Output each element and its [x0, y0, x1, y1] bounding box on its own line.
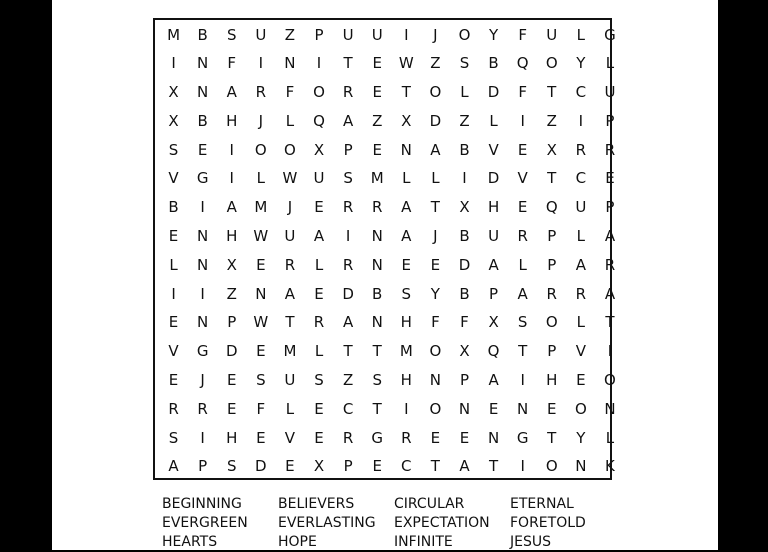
grid-row: [155, 280, 616, 309]
grid-cell: C: [401, 457, 412, 476]
grid-cell: A: [517, 284, 528, 303]
grid-row: [155, 21, 616, 50]
grid-cell: T: [372, 342, 382, 361]
grid-cell: U: [255, 25, 267, 44]
grid-cell: V: [575, 342, 586, 361]
grid-cell: B: [197, 25, 208, 44]
grid-row: [155, 136, 616, 165]
grid-cell: T: [430, 457, 440, 476]
grid-cell: O: [429, 342, 442, 361]
grid-row: [155, 107, 615, 136]
grid-cell: Z: [459, 111, 470, 130]
grid-cell: X: [313, 457, 325, 476]
grid-cell: A: [488, 255, 499, 274]
grid-cell: G: [371, 428, 384, 447]
grid-cell: N: [197, 54, 209, 73]
grid-row: [155, 251, 616, 280]
grid-cell: U: [488, 227, 500, 246]
grid-cell: U: [575, 198, 587, 217]
grid-cell: H: [226, 111, 238, 130]
grid-cell: L: [576, 313, 586, 332]
grid-cell: R: [342, 255, 354, 274]
grid-cell: E: [197, 140, 208, 159]
grid-cell: A: [401, 198, 412, 217]
grid-cell: F: [431, 313, 440, 332]
grid-cell: V: [168, 169, 179, 188]
grid-cell: I: [520, 111, 525, 130]
grid-cell: H: [226, 227, 238, 246]
grid-cell: P: [547, 255, 557, 274]
grid-cell: C: [342, 399, 354, 418]
grid-cell: I: [200, 284, 205, 303]
grid-cell: Z: [372, 111, 383, 130]
grid-cell: V: [488, 140, 499, 159]
grid-cell: O: [313, 83, 325, 102]
grid-cell: P: [343, 457, 353, 476]
grid-cell: A: [430, 140, 441, 159]
grid-cell: T: [401, 83, 411, 102]
grid-cell: N: [284, 54, 296, 73]
grid-cell: T: [547, 428, 557, 447]
grid-cell: E: [517, 198, 528, 217]
grid-cell: F: [460, 313, 469, 332]
grid-cell: N: [255, 284, 267, 303]
grid-cell: A: [488, 371, 499, 390]
grid-cell: G: [196, 169, 209, 188]
word-list-item: JESUS: [510, 534, 551, 550]
grid-cell: D: [487, 169, 500, 188]
word-list-item: CIRCULAR: [394, 496, 465, 512]
grid-cell: O: [284, 140, 296, 159]
grid-cell: O: [429, 83, 442, 102]
grid-cell: U: [284, 371, 296, 390]
grid-cell: X: [459, 342, 470, 361]
grid-cell: U: [342, 25, 354, 44]
grid-cell: T: [605, 313, 615, 332]
word-list-item: EXPECTATION: [394, 515, 490, 531]
grid-cell: L: [314, 255, 324, 274]
grid-cell: E: [372, 83, 382, 102]
grid-cell: E: [314, 428, 324, 447]
grid-cell: I: [462, 169, 467, 188]
word-list-item: FORETOLD: [510, 515, 586, 531]
grid-cell: S: [459, 54, 470, 73]
grid-cell: E: [372, 457, 382, 476]
grid-cell: C: [575, 169, 587, 188]
grid-cell: M: [254, 198, 268, 217]
grid-cell: N: [458, 399, 471, 418]
grid-row: [155, 78, 616, 107]
grid-cell: J: [433, 227, 438, 246]
grid-cell: N: [604, 399, 616, 418]
grid-cell: X: [168, 83, 179, 102]
grid-cell: B: [372, 284, 383, 303]
grid-cell: P: [547, 342, 557, 361]
grid-cell: Z: [226, 284, 237, 303]
grid-cell: R: [284, 255, 296, 274]
grid-cell: W: [253, 313, 269, 332]
grid-cell: R: [604, 140, 616, 159]
grid-cell: U: [371, 25, 383, 44]
grid-cell: Q: [516, 54, 529, 73]
grid-cell: E: [576, 371, 586, 390]
grid-cell: Q: [487, 342, 500, 361]
grid-cell: B: [459, 140, 470, 159]
grid-cell: E: [314, 399, 324, 418]
grid-cell: R: [313, 313, 325, 332]
grid-cell: I: [171, 54, 176, 73]
grid-cell: I: [404, 25, 409, 44]
grid-cell: A: [342, 111, 354, 130]
grid-cell: A: [401, 227, 412, 246]
grid-cell: N: [197, 313, 209, 332]
grid-cell: U: [284, 227, 296, 246]
grid-cell: L: [431, 169, 440, 188]
grid-cell: E: [168, 313, 179, 332]
grid-cell: Y: [488, 25, 499, 44]
word-list-item: EVERLASTING: [278, 515, 376, 531]
grid-cell: H: [546, 371, 558, 390]
grid-cell: R: [342, 428, 354, 447]
grid-cell: O: [458, 25, 471, 44]
grid-cell: V: [517, 169, 528, 188]
grid-cell: F: [518, 25, 527, 44]
grid-cell: I: [520, 371, 525, 390]
grid-cell: I: [345, 227, 351, 246]
grid-cell: X: [401, 111, 412, 130]
grid-cell: P: [489, 284, 499, 303]
grid-row: [155, 424, 615, 453]
grid-cell: P: [459, 371, 469, 390]
grid-cell: E: [226, 371, 237, 390]
grid-cell: R: [546, 284, 557, 303]
grid-cell: I: [200, 198, 205, 217]
grid-cell: S: [226, 457, 237, 476]
grid-cell: Z: [284, 25, 296, 44]
grid-cell: R: [517, 227, 528, 246]
grid-cell: L: [605, 428, 615, 447]
grid-cell: S: [168, 428, 179, 447]
grid-cell: O: [545, 313, 558, 332]
grid-cell: B: [197, 111, 208, 130]
grid-cell: I: [171, 284, 176, 303]
grid-cell: E: [372, 140, 382, 159]
grid-cell: E: [430, 428, 441, 447]
grid-row: [155, 164, 615, 193]
grid-cell: I: [578, 111, 584, 130]
grid-cell: H: [487, 198, 500, 217]
grid-cell: O: [429, 399, 442, 418]
grid-cell: H: [226, 428, 238, 447]
grid-cell: T: [547, 169, 557, 188]
grid-cell: E: [256, 428, 266, 447]
grid-cell: N: [371, 255, 383, 274]
grid-cell: M: [283, 342, 297, 361]
grid-cell: Y: [576, 54, 586, 73]
grid-cell: Y: [576, 428, 586, 447]
grid-cell: H: [400, 371, 412, 390]
grid-cell: R: [575, 284, 587, 303]
grid-cell: N: [575, 457, 587, 476]
grid-cell: V: [168, 342, 179, 361]
grid-cell: X: [168, 111, 179, 130]
grid-cell: I: [229, 140, 234, 159]
grid-cell: Z: [546, 111, 557, 130]
grid-cell: X: [488, 313, 499, 332]
grid-cell: A: [168, 457, 179, 476]
grid-cell: L: [605, 54, 615, 73]
grid-row: [155, 337, 613, 366]
grid-cell: P: [547, 227, 557, 246]
grid-cell: I: [316, 54, 322, 73]
grid-cell: L: [576, 227, 586, 246]
word-list-item: HOPE: [278, 534, 317, 550]
word-list-item: BEGINNING: [162, 496, 242, 512]
grid-cell: E: [430, 255, 441, 274]
grid-cell: T: [518, 342, 528, 361]
grid-cell: L: [460, 83, 469, 102]
grid-cell: R: [371, 198, 383, 217]
grid-cell: B: [488, 54, 499, 73]
grid-cell: L: [518, 255, 527, 274]
grid-cell: D: [487, 83, 500, 102]
grid-cell: O: [604, 371, 616, 390]
grid-cell: L: [402, 169, 411, 188]
grid-cell: A: [604, 227, 616, 246]
grid-cell: L: [256, 169, 265, 188]
grid-cell: L: [169, 255, 178, 274]
grid-cell: E: [256, 255, 266, 274]
grid-cell: L: [489, 111, 498, 130]
grid-row: [155, 222, 616, 251]
grid-cell: R: [342, 198, 354, 217]
grid-cell: E: [401, 255, 412, 274]
grid-cell: U: [604, 83, 616, 102]
grid-cell: E: [314, 198, 324, 217]
grid-cell: I: [404, 399, 409, 418]
grid-cell: X: [546, 140, 557, 159]
grid-cell: M: [370, 169, 384, 188]
grid-cell: A: [226, 198, 237, 217]
grid-cell: E: [488, 399, 499, 418]
grid-cell: L: [285, 111, 295, 130]
grid-cell: E: [285, 457, 295, 476]
grid-cell: W: [282, 169, 298, 188]
grid-cell: K: [605, 457, 615, 476]
grid-cell: V: [284, 428, 296, 447]
grid-cell: A: [459, 457, 470, 476]
grid-cell: E: [314, 284, 324, 303]
grid-cell: J: [433, 25, 438, 44]
grid-cell: C: [575, 83, 587, 102]
grid-cell: T: [547, 83, 557, 102]
grid-cell: M: [399, 342, 413, 361]
grid-cell: P: [227, 313, 237, 332]
grid-cell: T: [372, 399, 382, 418]
grid-cell: A: [575, 255, 586, 274]
grid-cell: R: [575, 140, 587, 159]
grid-cell: F: [227, 54, 237, 73]
grid-cell: N: [197, 83, 209, 102]
grid-cell: R: [255, 83, 267, 102]
grid-cell: N: [371, 313, 383, 332]
grid-cell: N: [517, 399, 529, 418]
grid-cell: E: [256, 342, 266, 361]
grid-cell: I: [607, 342, 613, 361]
grid-row: [155, 366, 616, 395]
grid-cell: O: [545, 457, 558, 476]
grid-cell: S: [372, 371, 382, 390]
grid-cell: A: [604, 284, 616, 303]
grid-cell: J: [200, 371, 205, 390]
grid-cell: I: [520, 457, 525, 476]
grid-cell: D: [342, 284, 354, 303]
grid-cell: S: [256, 371, 266, 390]
grid-cell: Z: [342, 371, 354, 390]
grid-cell: D: [225, 342, 238, 361]
grid-cell: J: [258, 111, 264, 130]
grid-cell: Q: [545, 198, 558, 217]
grid-cell: T: [285, 313, 295, 332]
grid-cell: A: [313, 227, 325, 246]
grid-cell: S: [314, 371, 324, 390]
grid-cell: N: [429, 371, 441, 390]
grid-cell: Q: [313, 111, 325, 130]
grid-cell: N: [371, 227, 383, 246]
grid-cell: A: [226, 83, 237, 102]
grid-cell: T: [343, 342, 353, 361]
grid-cell: P: [198, 457, 208, 476]
grid-cell: R: [197, 399, 208, 418]
grid-cell: A: [284, 284, 296, 303]
grid-cell: T: [343, 54, 353, 73]
grid-cell: X: [459, 198, 470, 217]
word-list-item: ETERNAL: [510, 496, 574, 512]
grid-cell: W: [398, 54, 414, 73]
grid-cell: U: [546, 25, 558, 44]
grid-row: [155, 452, 615, 481]
word-list-item: BELIEVERS: [278, 496, 355, 512]
grid-cell: X: [313, 140, 325, 159]
grid-cell: F: [256, 399, 266, 418]
word-list-item: INFINITE: [394, 534, 453, 550]
grid-cell: E: [547, 399, 557, 418]
grid-cell: I: [258, 54, 264, 73]
grid-cell: B: [459, 227, 470, 246]
grid-cell: E: [517, 140, 528, 159]
grid-cell: S: [517, 313, 528, 332]
grid-cell: F: [518, 83, 527, 102]
grid-cell: E: [372, 54, 382, 73]
grid-cell: E: [605, 169, 615, 188]
grid-cell: F: [285, 83, 295, 102]
grid-cell: E: [168, 227, 179, 246]
grid-cell: P: [314, 25, 324, 44]
grid-cell: J: [287, 198, 293, 217]
grid-cell: P: [605, 198, 615, 217]
grid-cell: U: [313, 169, 325, 188]
grid-row: [155, 308, 615, 337]
grid-cell: P: [343, 140, 353, 159]
grid-cell: A: [342, 313, 354, 332]
grid-cell: T: [488, 457, 499, 476]
grid-cell: R: [401, 428, 412, 447]
grid-cell: X: [226, 255, 237, 274]
grid-cell: T: [430, 198, 440, 217]
grid-cell: Z: [430, 54, 441, 73]
grid-cell: O: [545, 54, 558, 73]
grid-cell: N: [487, 428, 500, 447]
grid-cell: N: [197, 227, 209, 246]
grid-row: [155, 395, 616, 424]
grid-cell: G: [604, 25, 616, 44]
word-list-item: EVERGREEN: [162, 515, 248, 531]
word-list-item: HEARTS: [162, 534, 218, 550]
grid-cell: E: [226, 399, 237, 418]
grid-row: [155, 49, 615, 78]
grid-cell: L: [576, 25, 586, 44]
grid-cell: E: [168, 371, 179, 390]
grid-cell: S: [226, 25, 237, 44]
grid-cell: M: [167, 25, 181, 44]
grid-cell: N: [197, 255, 209, 274]
grid-cell: E: [459, 428, 470, 447]
grid-cell: O: [254, 140, 267, 159]
grid-cell: S: [343, 169, 353, 188]
grid-cell: R: [168, 399, 179, 418]
letter-grid: [153, 18, 616, 480]
grid-cell: S: [401, 284, 412, 303]
grid-cell: H: [400, 313, 412, 332]
grid-cell: O: [574, 399, 587, 418]
grid-cell: G: [196, 342, 209, 361]
grid-cell: R: [342, 83, 354, 102]
grid-row: [155, 193, 615, 222]
grid-cell: W: [253, 227, 269, 246]
grid-cell: D: [429, 111, 442, 130]
grid-cell: L: [314, 342, 324, 361]
grid-cell: B: [459, 284, 470, 303]
letter-grid-body: [155, 20, 616, 481]
grid-cell: B: [168, 198, 179, 217]
grid-cell: G: [516, 428, 529, 447]
grid-cell: S: [168, 140, 179, 159]
grid-cell: Y: [430, 284, 440, 303]
grid-cell: P: [605, 111, 615, 130]
grid-cell: N: [400, 140, 412, 159]
grid-cell: D: [255, 457, 267, 476]
word-list: [162, 495, 622, 552]
grid-cell: L: [285, 399, 295, 418]
grid-cell: R: [604, 255, 616, 274]
grid-cell: I: [200, 428, 205, 447]
grid-cell: I: [229, 169, 234, 188]
grid-cell: D: [458, 255, 471, 274]
